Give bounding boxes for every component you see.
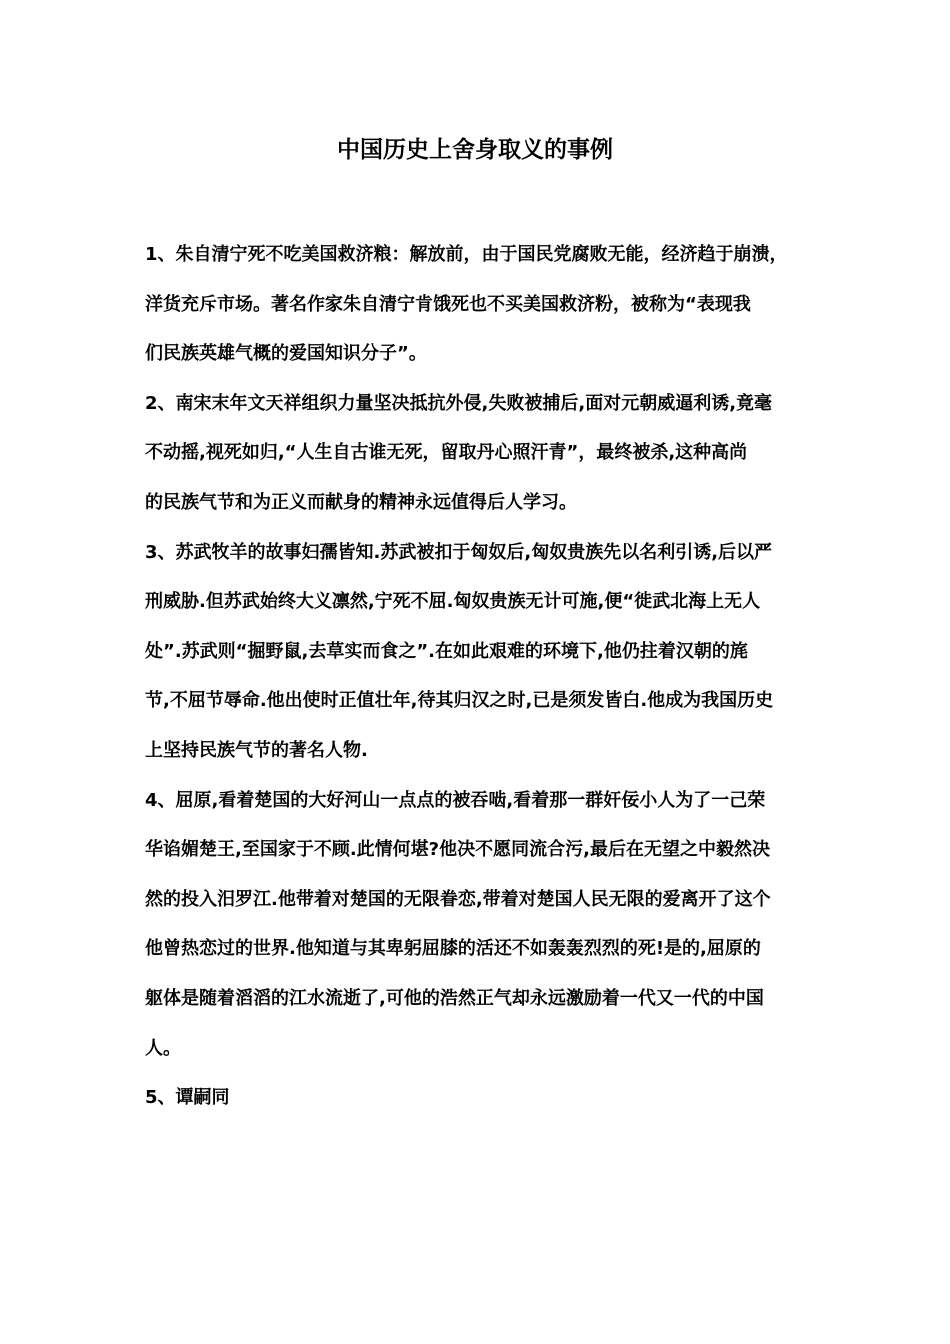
document-body	[145, 230, 815, 1123]
paragraph-line: 们民族英雄气概的爱国知识分子”。	[145, 343, 427, 365]
paragraph-line: 华谄媚楚王,至国家于不顾.此情何堪?他决不愿同流合污,最后在无望之中毅然决	[145, 839, 770, 861]
paragraph-line: 洋货充斥市场。著名作家朱自清宁肯饿死也不买美国救济粉，被称为“表现我	[145, 293, 751, 315]
paragraph-line: 4、屈原,看着楚国的大好河山一点点的被吞啮,看着那一群奸佞小人为了一己荣	[145, 789, 766, 811]
paragraph-line: 上坚持民族气节的著名人物.	[145, 739, 368, 761]
paragraph-line: 5、谭嗣同	[145, 1087, 230, 1109]
paragraph-line: 节,不屈节辱命.他出使时正值壮年,待其归汉之时,已是须发皆白.他成为我国历史	[145, 690, 774, 712]
paragraph-3	[145, 528, 815, 776]
document-title: 中国历史上舍身取义的事例	[337, 137, 613, 163]
paragraph-1	[145, 230, 815, 379]
paragraph-line: 刑威胁.但苏武始终大义凛然,宁死不屈.匈奴贵族无计可施,便“徙武北海上无人	[145, 591, 761, 613]
paragraph-5	[145, 1073, 815, 1123]
paragraph-2	[145, 379, 815, 528]
paragraph-line: 人。	[145, 1037, 181, 1059]
paragraph-line: 3、苏武牧羊的故事妇孺皆知.苏武被扣于匈奴后,匈奴贵族先以名利引诱,后以严	[145, 541, 773, 563]
paragraph-line: 然的投入汨罗江.他带着对楚国的无限眷恋,带着对楚国人民无限的爱离开了这个	[145, 888, 771, 910]
paragraph-line: 不动摇,视死如归,“人生自古谁无死，留取丹心照汗青”，最终被杀,这种高尚	[145, 442, 748, 464]
paragraph-line: 2、南宋末年文天祥组织力量坚决抵抗外侵,失败被捕后,面对元朝威逼利诱,竟毫	[145, 392, 773, 414]
paragraph-line: 1、朱自清宁死不吃美国救济粮：解放前，由于国民党腐败无能，经济趋于崩溃，	[145, 244, 788, 265]
paragraph-line: 躯体是随着滔滔的江水流逝了,可他的浩然正气却永远激励着一代又一代的中国	[145, 987, 764, 1009]
paragraph-line: 他曾热恋过的世界.他知道与其卑躬屈膝的活还不如轰轰烈烈的死!是的,屈原的	[145, 938, 761, 960]
paragraph-4	[145, 776, 815, 1074]
paragraph-line: 的民族气节和为正义而献身的精神永远值得后人学习。	[145, 491, 577, 513]
paragraph-line: 处”.苏武则“掘野鼠,去草实而食之”.在如此艰难的环境下,他仍拄着汉朝的旄	[145, 640, 748, 662]
